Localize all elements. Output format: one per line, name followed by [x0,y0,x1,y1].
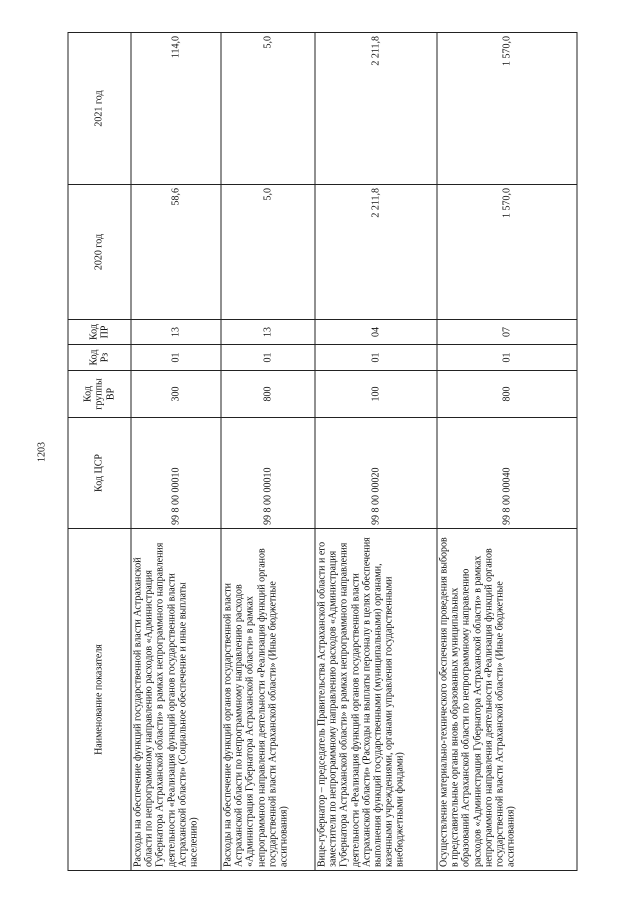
budget-table [68,32,578,871]
header-row [68,33,131,871]
rotated-table-container [68,33,577,871]
row-rz: 01 [437,345,577,371]
row-2021: 2 211,8 [315,33,437,185]
row-2020: 2 211,8 [315,185,437,320]
table-row [131,33,221,871]
row-csr: 99 8 00 00040 [437,418,577,529]
row-rz: 01 [221,345,315,371]
row-vr: 300 [131,371,221,418]
page-number: 1203 [36,442,48,462]
table-row [437,33,577,871]
row-csr: 99 8 00 00020 [315,418,437,529]
row-csr: 99 8 00 00010 [221,418,315,529]
row-2020: 5,0 [221,185,315,320]
table-row [221,33,315,871]
row-2021: 1 570,0 [437,33,577,185]
row-vr: 100 [315,371,437,418]
row-name: Расходы на обеспечение функций органов государственной власти Астраханской области по непрограммному направлению расходов «Администрация Губернатора Астраханской области» в рамках непрограммного направления деятельности «Реализация функций органов государственной власти Астраханской области» (Иные бюджетные ассигнования) [221,529,315,871]
row-pr: 04 [315,320,437,345]
row-pr: 13 [221,320,315,345]
header-name: Наименование показателя [68,529,131,871]
row-name: Вице-губернатор – председатель Правительства Астраханской области и его заместители по непрограммному направлению расходов «Администрация Губернатора Астраханской области» в рамках непрограммного направления деятельности «Реализация функций органов государственной власти Астраханской области» (Расходы на выплаты персоналу в целях обеспечения выполнения функций государственными (муниципальными) органами, казенными учреждениями, органами управления государственными внебюджетными фондами) [315,529,437,871]
row-csr: 99 8 00 00010 [131,418,221,529]
row-pr: 13 [131,320,221,345]
row-rz: 01 [131,345,221,371]
row-pr: 07 [437,320,577,345]
row-2021: 114,0 [131,33,221,185]
row-2021: 5,0 [221,33,315,185]
row-vr: 800 [221,371,315,418]
header-pr: Код ПР [68,320,131,345]
row-rz: 01 [315,345,437,371]
header-vr: Код группы ВР [68,371,131,418]
row-vr: 800 [437,371,577,418]
table-row [315,33,437,871]
row-2020: 1 570,0 [437,185,577,320]
header-csr: Код ЦСР [68,418,131,529]
header-2020: 2020 год [68,185,131,320]
header-2021: 2021 год [68,33,131,185]
row-name: Осуществление материально-технического обеспечения проведения выборов в представительные органы вновь образованных муниципальных образований Астраханской области по непрограммному направлению расходов «Администрация Губернатора Астраханской области» в рамках непрограммного направления деятельности «Реализация функций органов государственной власти Астраханской области» (Иные бюджетные ассигнования) [437,529,577,871]
row-name: Расходы на обеспечение функций государственной власти Астраханской области по непрограммному направлению расходов «Администрация Губернатора Астраханской области» в рамках непрограммного направления деятельности «Реализация функций органов государственной власти Астраханской области» (Социальное обеспечение и иные выплаты населению) [131,529,221,871]
header-rz: Код Рз [68,345,131,371]
row-2020: 58,6 [131,185,221,320]
